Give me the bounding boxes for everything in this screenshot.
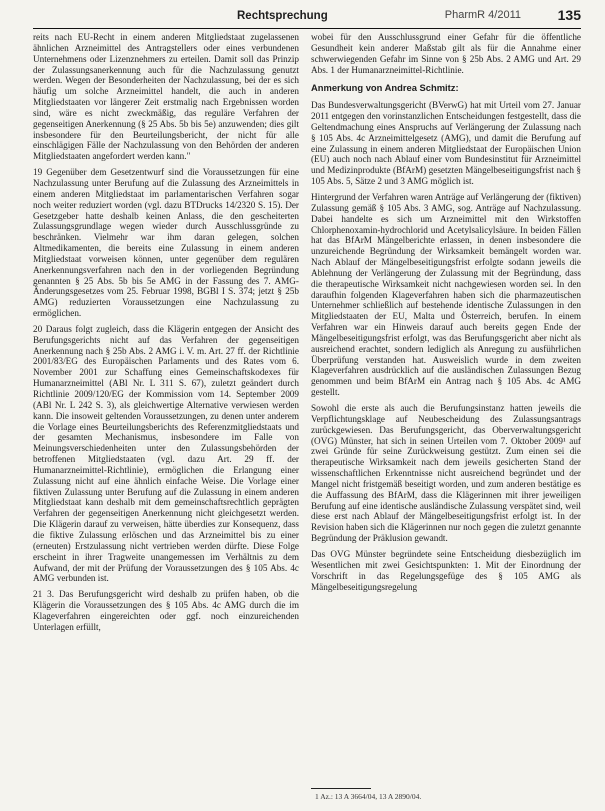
paragraph: Das Bundesverwaltungsgericht (BVerwG) hat mit Urteil vom 27. Januar 2011 entgegen den vorinstanzlichen Entscheidungen festgestellt, dass die Geltendmachung eines Anspruchs auf Verlängerung der Zulassung nach § 105 Abs. 4c Arzneimittelgesetz (AMG), und damit die Berufung auf eine Zulassung in einem anderen Mitgliedstaat der Europäischen Union (EU) auch noch nach Ablauf einer vom Bundesinstitut für Arzneimittel und Medizinprodukte (BfArM) gesetzten Mängelbeseitigungsfrist nach § 105 Abs. 5, Sätze 2 und 3 AMG möglich ist. [311,100,581,187]
paragraph: 20 Daraus folgt zugleich, dass die Klägerin entgegen der Ansicht des Berufungsgerichts nicht auf das Verfahren der gegenseitigen Anerkennung nach § 25b Abs. 2 AMG i. V. m. Art. 27 ff. der Richtlinie 2001/83/EG des Europäischen Parlaments und des Rates vom 6. November 2001 zur Schaffung eines Gemeinschaftskodexes für Humanarzneimittel (ABl Nr. L 311 S. 67), zuletzt geändert durch Richtlinie 2009/120/EG der Kommission vom 14. September 2009 (ABl Nr. L 242 S. 3), als gleichwertige Alternative verwiesen werden kann. Die insoweit geltenden Voraussetzungen, zu denen unter anderem die Vorlage eines Beurteilungsberichts des Referenzmitgliedstaats und der gesamten Mechanismus, insbesondere im Falle von Meinungsverschiedenheiten unter den Zulassungsbehörden der betroffenen Mitgliedstaaten (vgl. dazu Art. 29 ff. der Humanarzneimittel-Richtlinie), ermöglichen die Erlangung einer Zulassung nicht auf eine ähnlich einfache Weise. Die Vorlage einer fiktiven Zulassung unter Berufung auf die Zulassung in einem anderen Mitgliedstaat kann deshalb mit dem gemeinschaftsrechtlich geprägten Verfahren der gegenseitigen Anerkennung nicht gleichgesetzt werden. Die Klägerin darauf zu verweisen, hätte überdies zur Konsequenz, dass die fiktive Zulassung erlöschen und das Arzneimittel bis zu einer (erneuten) Erstzulassung nicht vertrieben werden dürfte. Diese Folge erscheint in ihrer Tragweite unangemessen im Verhältnis zu dem Aufwand, der mit der Prüfung der Voraussetzungen des § 105 Abs. 4c AMG verbunden ist. [33,323,299,584]
left-column [33,32,299,638]
paragraph: reits nach EU-Recht in einem anderen Mitgliedstaat zugelassenen ähnlichen Arzneimittel des Antragstellers oder eines verbundenen Unternehmens oder Lizenznehmers zu erteilen. Damit soll das Prinzip der Zulassungsanerkennung auch für die Nachzulassung genutzt werden. Wegen der Besonderheiten der Nachzulassung, bei der es sich häufig um solche Arzneimittel handelt, die auch in anderen Mitgliedstaaten vor längerer Zeit erstmalig nach Ergebnissen worden sind, wäre es nicht zweckmäßig, das reguläre Verfahren der gegenseitigen Anerkennung (§ 25 Abs. 5b bis 5e) anzuwenden; dies gilt insbesondere für den Beurteilungsbericht, der nicht für alle einschlägigen Fälle der Nachzulassung von den Behörden der anderen Mitgliedstaaten angefordert werden kann." [33,32,299,162]
right-column [311,32,581,597]
page-header [33,6,581,30]
page-number: 135 [557,7,581,23]
journal-reference: PharmR 4/2011 [444,9,521,21]
paragraph: Hintergrund der Verfahren waren Anträge auf Verlängerung der (fiktiven) Zulassung gemäß § 105 Abs. 3 AMG, sog. Anträge auf Nachzulassung. Dabei handelte es sich um Arzneimittel mit den Wirkstoffen Chlorphenoxamin-hydrochlorid und Acetylsalicylsäure. In beiden Fällen hat das BfArM Mängelberichte erlassen, in denen insbesondere die unzureichende Begründung der Wirksamkeit bemängelt worden war. Nach Ablauf der Mängelbeseitigungsfrist erfolgte sodann jeweils die Ablehnung der Verlängerung der Zulassung mit der Begründung, dass die therapeutische Wirksamkeit nicht nachgewiesen worden sei. In den daraufhin folgenden Klageverfahren haben sich die pharmazeutischen Unternehmer schließlich auf bestehende identische Zulassungen in den Mitgliedstaaten der EU, Malta und Österreich, berufen. In einem Verfahren war ein Hinweis darauf auch bereits gegen Ende der Mängelbeseitigungsfrist erfolgt, was das Berufungsgericht aber nicht als ausreichend erachtet, sondern lediglich als Anregung zu ausführlichen Überprüfung verstanden hat. Ausweislich wurde in dem zweiten Klageverfahren ausdrücklich auf die ausländischen Zulassungen Bezug genommen und beim BfArM ein Antrag nach § 105 Abs. 4c AMG gestellt. [311,191,581,398]
annotation-heading: Anmerkung von Andrea Schmitz: [311,82,459,94]
paragraph: 19 Gegenüber dem Gesetzentwurf sind die Voraussetzungen für eine Nachzulassung unter Berufung auf die Zulassung des Arzneimittels in einem anderen Mitgliedstaat im parlamentarischen Verfahren sogar noch weiter reduziert worden (vgl. dazu BTDrucks 14/2320 S. 15). Der Gesetzgeber hatte deshalb keinen Anlass, die den gescheiterten Zulassungsgrundlage wegen wieder durch Ausschlussgründe zu beschränken. Vielmehr war ihm daran gelegen, solchen Altmedikamenten, die bereits eine Zulassung in einem anderen Mitgliedstaat vorweisen können, unter gegenüber dem regulären Anerkennungsverfahren nach den in der vorliegenden Begründung genannten § 25 Abs. 5b bis 5e AMG in der Fassung des 7. AMG-Änderungsgesetzes vom 25. Februar 1998, BGBl I S. 374; jetzt § 25b AMG) reduzierten Voraussetzungen eine Nachzulassung zu ermöglichen. [33,167,299,319]
header-rule [33,28,581,29]
paragraph: Das OVG Münster begründete seine Entscheidung diesbezüglich im Wesentlichen mit zwei Gesichtspunkten: 1. Mit der Einordnung der Vorschrift in das Regelungsgefüge des § 105 AMG als Mängelbeseitigungsregelung [311,548,581,592]
paragraph: 21 3. Das Berufungsgericht wird deshalb zu prüfen haben, ob die Klägerin die Voraussetzungen des § 105 Abs. 4c AMG durch die im Klageverfahren eingereichten oder ggf. noch einzureichenden Unterlagen erfüllt, [33,589,299,632]
section-title: Rechtsprechung [237,10,328,22]
paragraph: Sowohl die erste als auch die Berufungsinstanz hatten jeweils die Verpflichtungsklage auf Neubescheidung des Zulassungsantrags zurückgewiesen. Das Berufungsgericht, das Oberverwaltungsgericht (OVG) Münster, hat sich in seinen Urteilen vom 7. Oktober 2009¹ auf zwei Gründe für seine Zurückweisung gestützt. Zum einen sei die therapeutische Wirksamkeit nach dem jeweils gesicherten Stand der wissenschaftlichen Erkenntnisse nicht ausreichend begründet und der Mangel nicht fristgemäß beseitigt worden, und zum anderen bestätige es die Auffassung des BfArM, dass die Klägerinnen mit ihrer jeweiligen Berufung auf eine identische ausländische Zulassung verspätet sind, weil diese erst nach Ablauf der Mängelbeseitigungsfrist erfolgt ist. In der Revision haben sich die Klägerinnen nur noch gegen die zuletzt genannte Begründung der Präklusion gewandt. [311,403,581,544]
footnote: 1 Az.: 13 A 3664/04, 13 A 2890/04. [315,792,422,801]
footnote-rule [311,788,371,789]
paragraph: wobei für den Ausschlussgrund einer Gefahr für die öffentliche Gesundheit kein anderer Maßstab gilt als für die Annahme einer schwerwiegenden Gefahr im Sinne von § 25b Abs. 2 AMG und Art. 29 Abs. 1 der Humanarzneimittel-Richtlinie. [311,32,581,75]
